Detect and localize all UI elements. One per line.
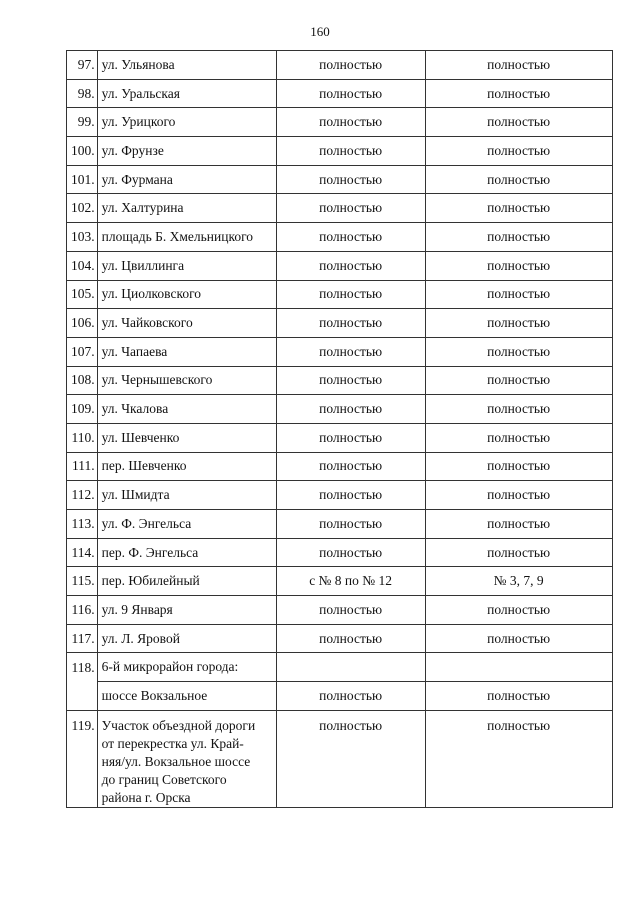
street-name: ул. Ф. Энгельса xyxy=(97,510,276,539)
col2-cell-empty xyxy=(276,653,425,682)
col2-value: полностью xyxy=(276,137,425,166)
table-row-118-sub xyxy=(67,682,613,711)
table-row xyxy=(67,481,613,510)
col3-value: полностью xyxy=(425,395,612,424)
street-name: ул. Чапаева xyxy=(97,337,276,366)
table-row xyxy=(67,280,613,309)
col2-value: полностью xyxy=(276,596,425,625)
col2-value: полностью xyxy=(276,280,425,309)
street-name: ул. Циолковского xyxy=(97,280,276,309)
street-name: шоссе Вокзальное xyxy=(97,682,276,711)
street-name: ул. Урицкого xyxy=(97,108,276,137)
table-row xyxy=(67,165,613,194)
row-number: 107. xyxy=(67,337,98,366)
table-row xyxy=(67,423,613,452)
street-line: до границ Советского xyxy=(101,771,227,787)
col3-value: полностью xyxy=(425,165,612,194)
table-row xyxy=(67,309,613,338)
col3-value: полностью xyxy=(425,624,612,653)
street-line: Участок объездной дороги xyxy=(101,717,256,733)
row-number: 101. xyxy=(67,165,98,194)
col2-value: полностью xyxy=(276,538,425,567)
row-number: 99. xyxy=(67,108,98,137)
col3-value: полностью xyxy=(425,137,612,166)
row-number: 113. xyxy=(67,510,98,539)
col3-value: полностью xyxy=(425,452,612,481)
col2-value: полностью xyxy=(276,223,425,252)
street-name: площадь Б. Хмельницкого xyxy=(97,223,276,252)
row-number: 115. xyxy=(67,567,98,596)
col2-value: полностью xyxy=(276,309,425,338)
table-row xyxy=(67,251,613,280)
table-body-tail xyxy=(67,653,613,807)
street-name: ул. Чкалова xyxy=(97,395,276,424)
col2-value: полностью xyxy=(276,366,425,395)
table-row xyxy=(67,194,613,223)
street-name: ул. Шмидта xyxy=(97,481,276,510)
table-row xyxy=(67,567,613,596)
col3-value: полностью xyxy=(425,423,612,452)
row-number: 114. xyxy=(67,538,98,567)
street-line: от перекрестка ул. Край- xyxy=(101,735,244,751)
row-number: 102. xyxy=(67,194,98,223)
row-number: 97. xyxy=(67,51,98,80)
col3-value: полностью xyxy=(425,481,612,510)
col3-value: полностью xyxy=(425,79,612,108)
col2-value: полностью xyxy=(276,481,425,510)
table-row xyxy=(67,223,613,252)
col2-value: полностью xyxy=(276,423,425,452)
row-number: 109. xyxy=(67,395,98,424)
col3-value: полностью xyxy=(425,194,612,223)
street-name: ул. Фурмана xyxy=(97,165,276,194)
col3-value: полностью xyxy=(425,538,612,567)
col2-value: полностью xyxy=(276,108,425,137)
table-row xyxy=(67,79,613,108)
col3-value: полностью xyxy=(425,710,612,807)
row-number: 106. xyxy=(67,309,98,338)
col3-value: полностью xyxy=(425,596,612,625)
col3-value: полностью xyxy=(425,309,612,338)
col3-cell-empty xyxy=(425,653,612,682)
street-name: ул. Уральская xyxy=(97,79,276,108)
row-number: 105. xyxy=(67,280,98,309)
col2-value: полностью xyxy=(276,395,425,424)
col2-value: полностью xyxy=(276,452,425,481)
row-number: 112. xyxy=(67,481,98,510)
street-name: ул. Фрунзе xyxy=(97,137,276,166)
page-number: 160 xyxy=(310,24,330,39)
street-name: ул. Л. Яровой xyxy=(97,624,276,653)
col3-value: полностью xyxy=(425,337,612,366)
street-name: ул. Шевченко xyxy=(97,423,276,452)
street-name: ул. Чернышевского xyxy=(97,366,276,395)
street-name: ул. 9 Января xyxy=(97,596,276,625)
street-line: района г. Орска xyxy=(101,789,191,805)
streets-table xyxy=(66,50,613,808)
table-row xyxy=(67,366,613,395)
table-row xyxy=(67,51,613,80)
street-line: няя/ул. Вокзальное шоссе xyxy=(101,753,251,769)
street-name: ул. Ульянова xyxy=(97,51,276,80)
row-number: 117. xyxy=(67,624,98,653)
table-body xyxy=(67,51,613,653)
table-row xyxy=(67,624,613,653)
row-number: 98. xyxy=(67,79,98,108)
table-row-119 xyxy=(67,710,613,807)
street-name: пер. Юбилейный xyxy=(97,567,276,596)
table-row-118-header xyxy=(67,653,613,682)
col3-value: полностью xyxy=(425,51,612,80)
table-row xyxy=(67,395,613,424)
table-row xyxy=(67,108,613,137)
col2-value: полностью xyxy=(276,51,425,80)
col3-value: полностью xyxy=(425,108,612,137)
col3-value: полностью xyxy=(425,251,612,280)
table-row xyxy=(67,452,613,481)
row-number: 118. xyxy=(67,653,98,682)
col2-value: полностью xyxy=(276,624,425,653)
col3-value: полностью xyxy=(425,280,612,309)
street-name: пер. Ф. Энгельса xyxy=(97,538,276,567)
street-name: пер. Шевченко xyxy=(97,452,276,481)
table-row xyxy=(67,510,613,539)
table-row xyxy=(67,596,613,625)
col3-value: полностью xyxy=(425,510,612,539)
row-number-empty xyxy=(67,682,98,711)
row-number: 110. xyxy=(67,423,98,452)
row-number: 116. xyxy=(67,596,98,625)
district-label: 6-й микрорайон города: xyxy=(97,653,276,682)
table-row xyxy=(67,337,613,366)
col2-value: полностью xyxy=(276,510,425,539)
row-number: 103. xyxy=(67,223,98,252)
street-name: ул. Цвиллинга xyxy=(97,251,276,280)
row-number: 108. xyxy=(67,366,98,395)
row-number: 100. xyxy=(67,137,98,166)
col2-value: с № 8 по № 12 xyxy=(276,567,425,596)
col2-value: полностью xyxy=(276,79,425,108)
col2-value: полностью xyxy=(276,165,425,194)
col2-value: полностью xyxy=(276,194,425,223)
row-number: 111. xyxy=(67,452,98,481)
col2-value: полностью xyxy=(276,682,425,711)
col2-value: полностью xyxy=(276,710,425,807)
row-number: 119. xyxy=(67,710,98,807)
street-name: ул. Чайковского xyxy=(97,309,276,338)
col3-value: полностью xyxy=(425,223,612,252)
table-row xyxy=(67,538,613,567)
table-row xyxy=(67,137,613,166)
col2-value: полностью xyxy=(276,337,425,366)
col3-value: полностью xyxy=(425,366,612,395)
street-description xyxy=(97,710,276,807)
col3-value: полностью xyxy=(425,682,612,711)
row-number: 104. xyxy=(67,251,98,280)
col3-value: № 3, 7, 9 xyxy=(425,567,612,596)
street-name: ул. Халтурина xyxy=(97,194,276,223)
col2-value: полностью xyxy=(276,251,425,280)
